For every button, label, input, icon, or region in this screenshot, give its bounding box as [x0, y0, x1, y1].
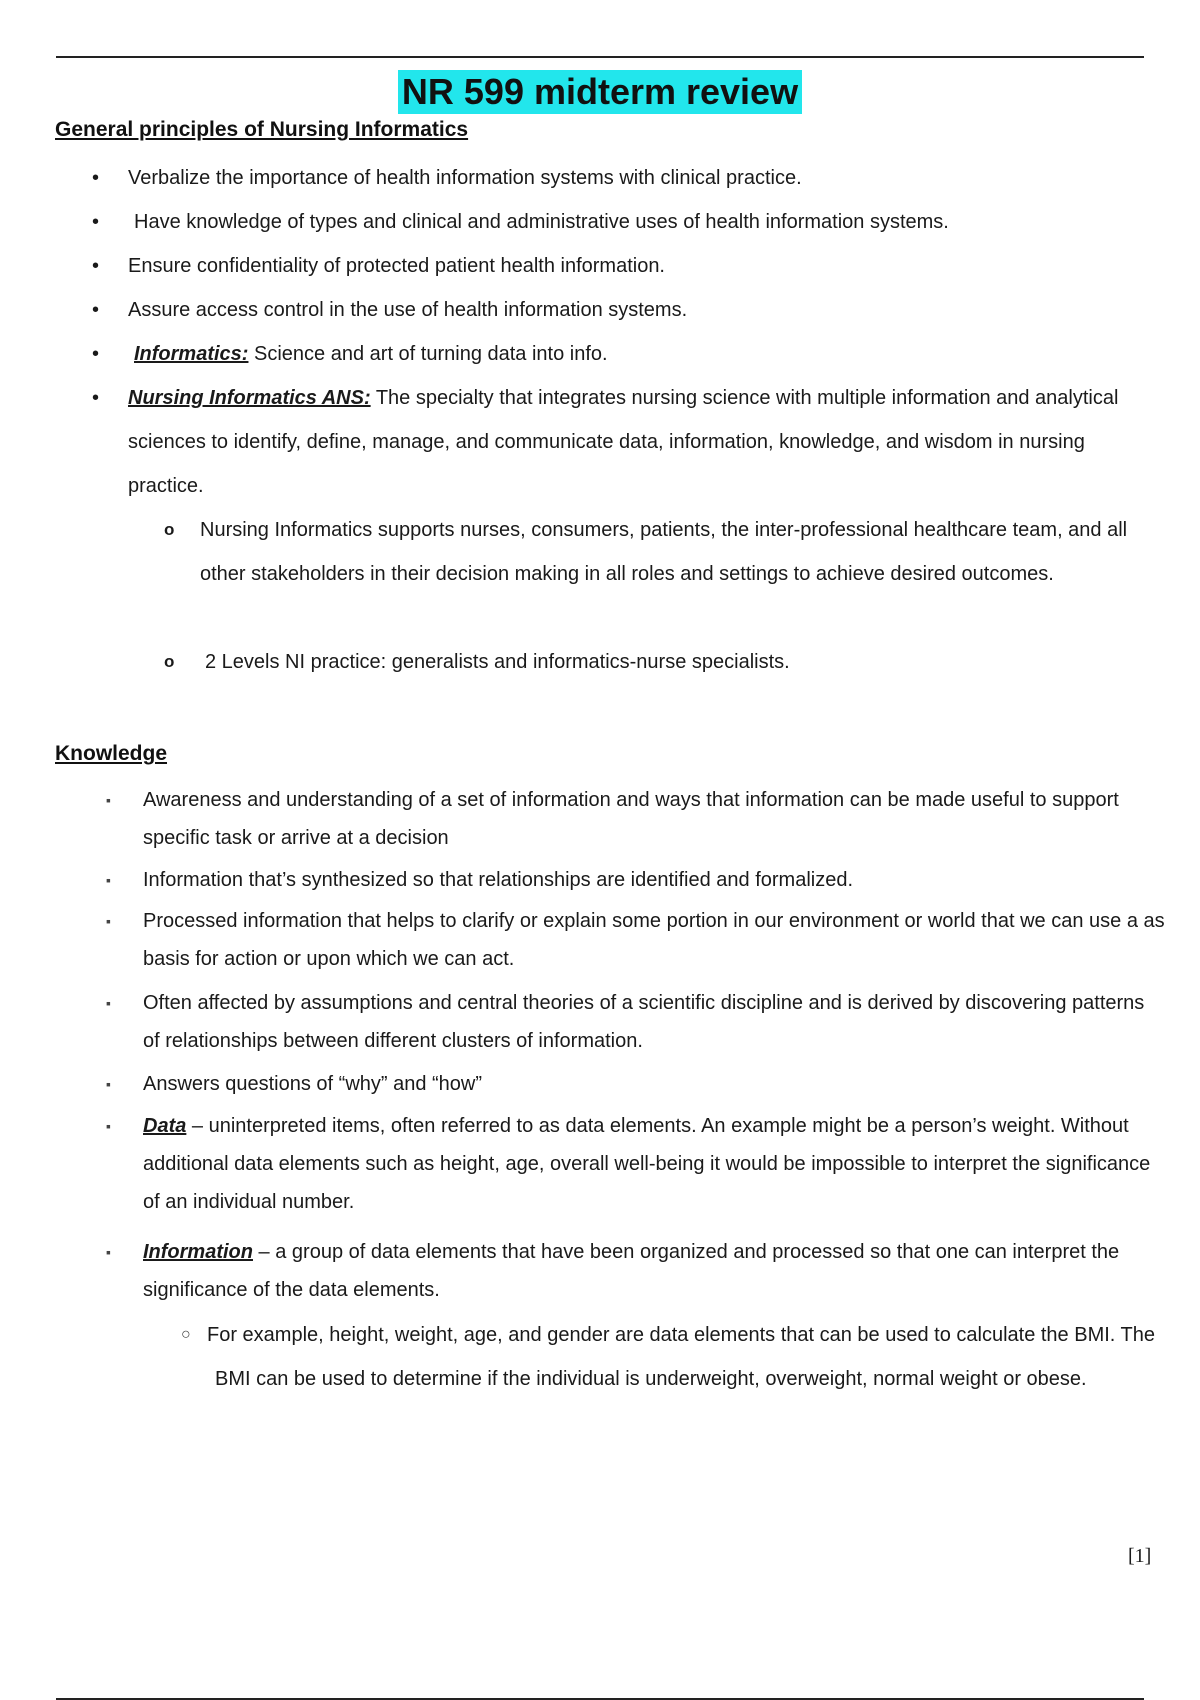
list-item-informatics: [92, 332, 1152, 376]
document-title: NR 599 midterm review: [398, 70, 802, 114]
bullet-icon: ▪: [106, 995, 111, 1011]
section-heading-knowledge: Knowledge: [55, 742, 168, 765]
definition-information: – a group of data elements that have been organized and processed so that one can interpret the significance of the data elements.: [143, 1241, 1120, 1301]
list-item: ▪ Information that’s synthesized so that relationships are identified and formalized.: [106, 861, 1166, 899]
page-number: [1]: [1128, 1545, 1152, 1567]
circle-bullet-icon: o: [164, 520, 175, 539]
list-item: ▪ Processed information that helps to clarify or explain some portion in our environment or world that we can use a as basis for action or upon which we can act.: [106, 902, 1166, 978]
term-data: Data: [143, 1115, 187, 1137]
bullet-icon: •: [92, 255, 100, 277]
title-container: [0, 70, 1200, 114]
bullet-icon: ▪: [106, 1118, 111, 1134]
circle-bullet-icon: ○: [181, 1326, 191, 1343]
definition-nursing-informatics: The specialty that integrates nursing science with multiple information and analytical sciences to identify, define, manage, and communicate data, information, knowledge, and wisdom in nursing practice.: [128, 387, 1119, 497]
bullet-icon: •: [92, 299, 100, 321]
bullet-icon: •: [92, 211, 100, 233]
definition-data: – uninterpreted items, often referred to as data elements. An example might be a person’s weight. Without additional data elements such as height, age, overall well-being it would be impossible to interpret the significance of an individual number.: [143, 1115, 1151, 1213]
sub-list-item: ○ For example, height, weight, age, and gender are data elements that can be used to calculate the BMI. The BMI can be used to determine if the individual is underweight, overweight, normal weight or obese.: [181, 1313, 1171, 1401]
definition-informatics: Science and art of turning data into info.: [248, 343, 608, 365]
list-item: • Have knowledge of types and clinical and administrative uses of health information systems.: [92, 200, 1152, 244]
bullet-icon: •: [92, 387, 100, 409]
term-nursing-informatics: Nursing Informatics ANS:: [128, 387, 371, 409]
term-information: Information: [143, 1241, 253, 1263]
list-item: ▪ Answers questions of “why” and “how”: [106, 1065, 1166, 1103]
bullet-icon: ▪: [106, 913, 111, 929]
term-informatics: Informatics:: [134, 343, 249, 365]
bullet-icon: ▪: [106, 792, 111, 808]
list-item: • Ensure confidentiality of protected patient health information.: [92, 244, 1152, 288]
bullet-icon: •: [92, 343, 100, 365]
top-rule: [56, 56, 1144, 58]
list-item: • Assure access control in the use of health information systems.: [92, 288, 1152, 332]
list-item-nursing-informatics: [92, 376, 1152, 508]
circle-bullet-icon: o: [164, 652, 175, 671]
sub-list-item: o Nursing Informatics supports nurses, consumers, patients, the inter-professional healthcare team, and all other stakeholders in their decision making in all roles and settings to achieve desired outcomes.: [164, 508, 1164, 596]
list-item-information: [106, 1233, 1166, 1309]
sub-list-item: o 2 Levels NI practice: generalists and informatics-nurse specialists.: [164, 640, 1164, 684]
list-item: ▪ Often affected by assumptions and central theories of a scientific discipline and is derived by discovering patterns of relationships between different clusters of information.: [106, 984, 1166, 1060]
list-item: • Verbalize the importance of health information systems with clinical practice.: [92, 156, 1152, 200]
bullet-icon: ▪: [106, 872, 111, 888]
bullet-icon: ▪: [106, 1244, 111, 1260]
section-heading-principles: General principles of Nursing Informatics: [55, 118, 469, 141]
list-item-data: [106, 1107, 1166, 1221]
bullet-icon: •: [92, 167, 100, 189]
bullet-icon: ▪: [106, 1076, 111, 1092]
list-item: ▪ Awareness and understanding of a set of information and ways that information can be made useful to support specific task or arrive at a decision: [106, 781, 1166, 857]
